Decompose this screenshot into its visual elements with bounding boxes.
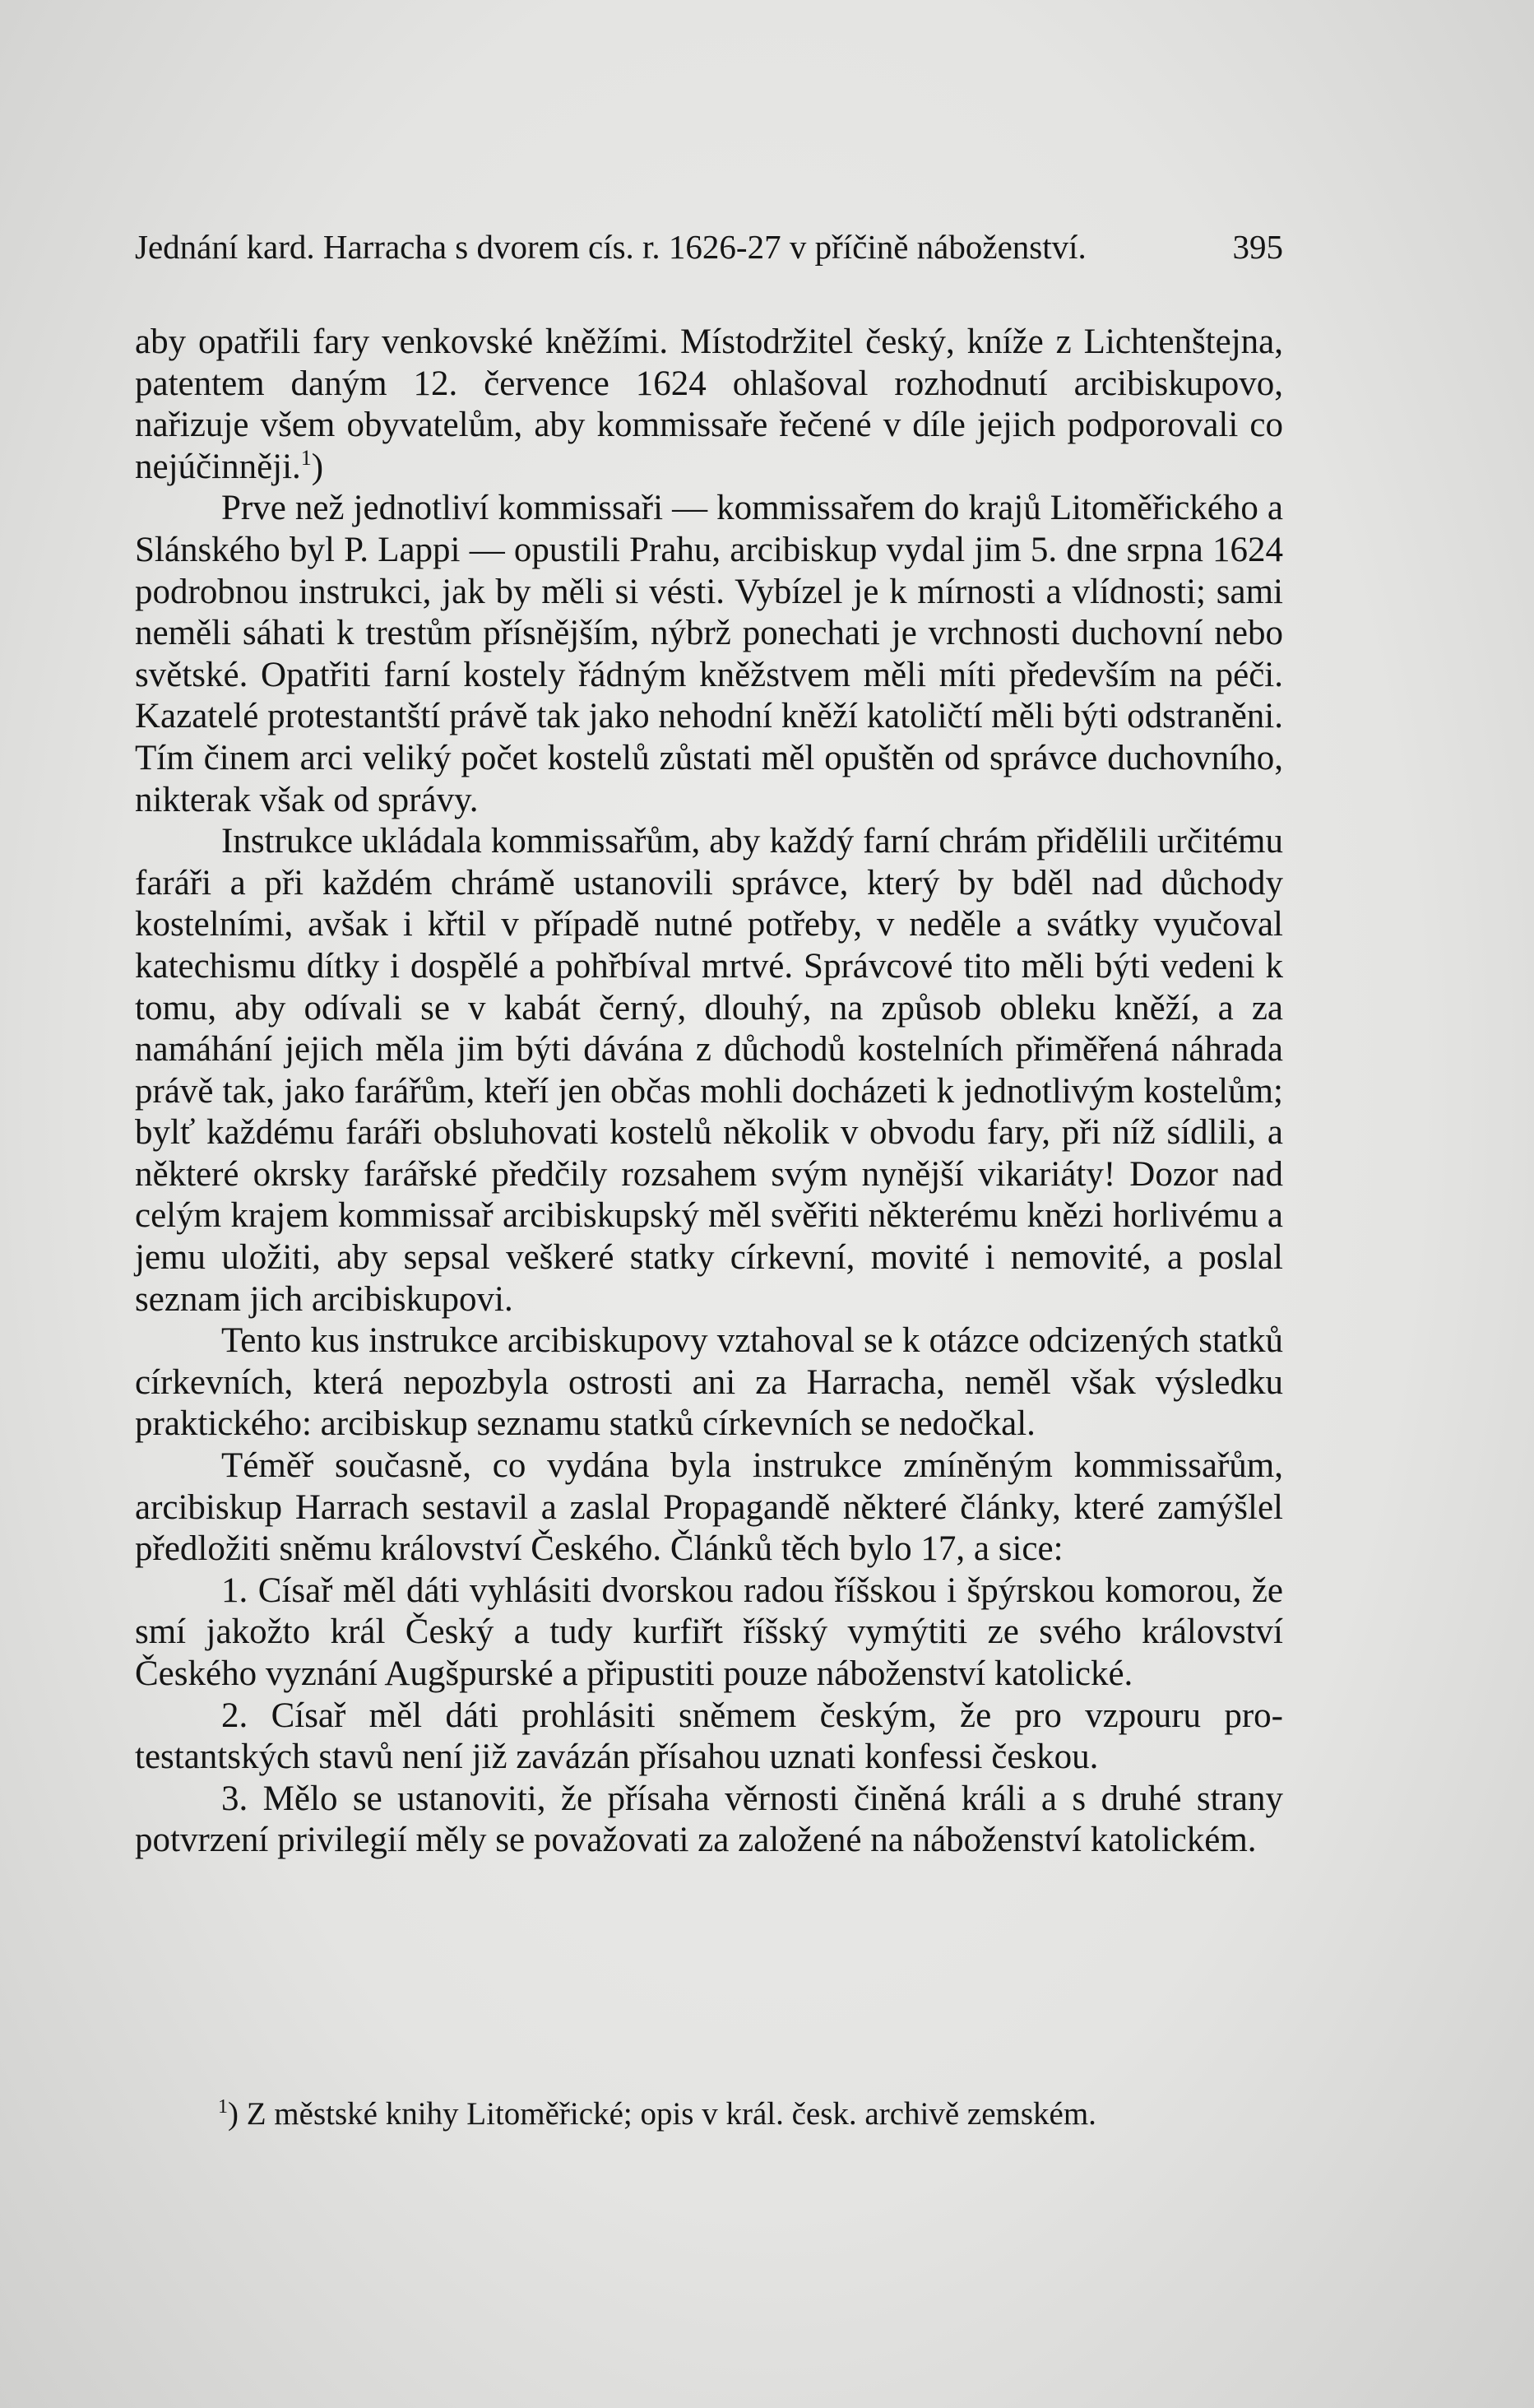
text-block [135,226,1283,1862]
paragraph: Prve než jednotliví kommissaři — kommissařem do krajů Litoměřického a Slánského byl P. Lappi — opustili Prahu, arcibiskup vydal jim 5. dne srpna 1624 podrobnou instrukci, jak by měli si vésti. Vybízel je k mírnosti a vlídnosti; sami neměli sáhati k trestům přísnějším, nýbrž ponechati je vrchnosti duchovní nebo světské. Opatřiti farní kostely řádným kněžstvem měli míti především na péči. Kazatelé protestantští právě tak jako nehodní kněží katoličtí měli býti odstraněni. Tím činem arci veliký počet kostelů zůstati měl opuštěn od správce duchovního, nikterak však od správy. [135,489,1283,819]
paragraph-text: aby opatřili fary venkovské kněžími. Místodržitel český, kníže z Lichtenštejna, patentem daným 12. července 1624 ohlašoval rozhodnutí arcibiskupovo, nařizuje všem obyvatelům, aby kommissaře řečené v díle jejich podporovali co nejúčinněji. [135,322,1283,486]
paragraph [135,322,1283,488]
running-title: Jednání kard. Harracha s dvorem cís. r. 1626-27 v příčině náboženství. [135,228,1087,266]
footnote-text: ) Z městské knihy Litoměřické; opis v král. česk. archivě zemském. [228,2096,1096,2132]
footnote-mark: 1 [218,2096,228,2118]
numbered-paragraph: 2. Císař měl dáti prohlásiti sněmem českým, že pro vzpouru protestantských stavů není již zavázán přísahou uznati konfessi českou. [135,1696,1283,1777]
numbered-paragraph: 1. Císař měl dáti vyhlásiti dvorskou radou říšskou i špýrskou komorou, že smí jakožto král Český a tudy kurfiřt říšský vymýtiti ze svého království Českého vyznání Augšpurské a připustiti pouze náboženství katolické. [135,1571,1283,1693]
page-number: 395 [1232,228,1283,266]
running-head [135,226,1283,267]
paragraph: Instrukce ukládala kommissařům, aby každý farní chrám přidělili určitému faráři a při každém chrámě ustanovili správce, který by bděl nad důchody kostelními, avšak i křtil v případě nutné potřeby, v neděle a svátky vyučoval katechismu dítky i dospělé a pohřbíval mrtvé. Správcové tito měli býti vedeni k tomu, aby odívali se v kabát černý, dlouhý, na způsob obleku kněží, a za namáhání jejich měla jim býti dávána z důchodů kostelních přiměřená náhrada právě tak, jako farářům, kteří jen občas mohli docházeti k jednotlivým kostelům; bylť každému faráři obsluhovati kostelů několik v obvodu fary, při níž sídlili, a některé okrsky farářské předčily rozsahem svým nynější vikariáty! Dozor nad celým krajem kommissař arcibiskupský měl svěřiti některému knězi horlivému a jemu uložiti, aby sepsal veškeré statky církevní, movité i nemovité, a poslal seznam jich arcibiskupovi. [135,822,1283,1319]
paragraph: Téměř současně, co vydána byla instrukce zmíněným kommissařům, arcibiskup Harrach sestavil a zaslal Propagandě některé články, které zamýšlel předložiti sněmu království Českého. Článků těch bylo 17, a sice: [135,1446,1283,1569]
footnote-ref-paren: ) [311,447,324,486]
footnote [218,2095,1283,2134]
footnote-ref: 1 [300,445,312,470]
numbered-paragraph: 3. Mělo se ustanoviti, že přísaha věrnosti činěná králi a s druhé strany potvrzení privilegií měly se považovati za založené na náboženství katolickém. [135,1779,1283,1860]
paragraph: Tento kus instrukce arcibiskupovy vztahoval se k otázce odcizených statků církevních, která nepozbyla ostrosti ani za Harracha, neměl však výsledku praktického: arcibiskup seznamu statků církevních se nedočkal. [135,1321,1283,1444]
